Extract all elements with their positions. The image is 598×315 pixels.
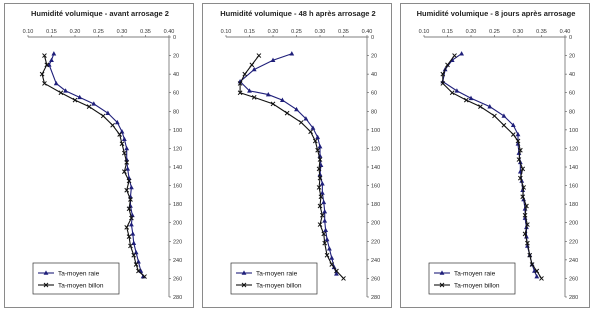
series-point-triangle — [318, 144, 323, 148]
y-tick-label: 0 — [173, 35, 177, 41]
y-tick-label: 80 — [173, 109, 180, 116]
chart-title: Humidité volumique - avant arrosage 2 — [31, 9, 169, 18]
x-tick-label: 0.20 — [465, 29, 477, 35]
y-tick-label: 240 — [569, 257, 579, 264]
series-point-triangle — [54, 81, 59, 85]
y-tick-label: 180 — [173, 202, 183, 209]
y-tick-label: 40 — [569, 72, 576, 79]
x-tick-label: 0.10 — [22, 29, 34, 35]
y-tick-label: 220 — [173, 239, 183, 246]
y-tick-label: 40 — [173, 72, 180, 79]
y-tick-label: 60 — [371, 90, 378, 97]
series-point-triangle — [322, 218, 327, 222]
x-tick-label: 0.10 — [418, 29, 430, 35]
series-point-triangle — [502, 113, 507, 117]
chart-svg-1 — [5, 4, 195, 309]
series-point-x — [309, 130, 313, 134]
series-point-triangle — [459, 51, 464, 55]
y-tick-label: 60 — [569, 90, 576, 97]
chart-title: Humidité volumique - 8 jours après arrosage — [416, 9, 576, 18]
x-tick-label: 0.35 — [338, 29, 349, 35]
y-tick-label: 200 — [569, 220, 579, 227]
y-tick-label: 40 — [371, 72, 378, 79]
x-tick-label: 0.25 — [489, 29, 500, 35]
series-point-x — [493, 114, 497, 118]
y-tick-label: 240 — [371, 257, 381, 264]
y-tick-label: 0 — [569, 35, 573, 41]
y-tick-label: 140 — [173, 165, 183, 171]
series-point-triangle — [49, 58, 54, 62]
legend-label: Ta-moyen billon — [58, 282, 104, 290]
series-point-x — [342, 276, 346, 280]
y-tick-label: 60 — [173, 90, 180, 97]
x-tick-label: 0.15 — [244, 29, 255, 35]
x-tick-label: 0.30 — [512, 29, 524, 35]
series-point-triangle — [294, 107, 299, 111]
series-point-triangle — [320, 181, 325, 185]
chart-svg-3 — [401, 4, 591, 309]
legend-label: Ta-moyen raie — [58, 270, 100, 278]
y-tick-label: 160 — [569, 183, 579, 190]
series-point-triangle — [323, 228, 328, 232]
x-tick-label: 0.40 — [559, 29, 571, 35]
y-tick-label: 200 — [371, 220, 381, 227]
series-line-2 — [42, 56, 144, 277]
series-point-x — [257, 54, 261, 58]
y-tick-label: 180 — [371, 202, 381, 209]
legend-label: Ta-moyen raie — [454, 270, 496, 278]
y-tick-label: 80 — [569, 109, 576, 116]
x-tick-label: 0.25 — [93, 29, 104, 35]
series-line-1 — [443, 54, 537, 277]
y-tick-label: 140 — [371, 165, 381, 171]
series-point-x — [250, 63, 254, 67]
y-tick-label: 260 — [173, 276, 183, 283]
legend-label: Ta-moyen raie — [256, 270, 298, 278]
x-tick-label: 0.20 — [267, 29, 279, 35]
series-point-x — [502, 123, 506, 127]
y-tick-label: 120 — [173, 146, 183, 153]
series-point-x — [478, 105, 482, 109]
x-tick-label: 0.15 — [46, 29, 57, 35]
series-point-x — [101, 114, 105, 118]
x-tick-label: 0.15 — [442, 29, 453, 35]
y-tick-label: 260 — [569, 276, 579, 283]
series-point-triangle — [122, 137, 127, 141]
x-tick-label: 0.40 — [163, 29, 175, 35]
series-point-x — [111, 123, 115, 127]
series-point-triangle — [289, 51, 294, 55]
series-point-x — [285, 111, 289, 115]
y-tick-label: 140 — [569, 165, 579, 171]
series-point-x — [511, 133, 515, 137]
y-tick-label: 20 — [569, 53, 576, 60]
y-tick-label: 180 — [569, 202, 579, 209]
x-tick-label: 0.35 — [140, 29, 151, 35]
series-point-triangle — [321, 200, 326, 204]
chart-svg-2 — [203, 4, 393, 309]
y-tick-label: 100 — [569, 127, 579, 134]
series-point-x — [59, 91, 63, 95]
chart-panel-1 — [4, 3, 194, 308]
y-tick-label: 120 — [371, 146, 381, 153]
series-point-triangle — [322, 209, 327, 213]
x-tick-label: 0.30 — [116, 29, 128, 35]
series-point-x — [243, 72, 247, 76]
x-tick-label: 0.40 — [361, 29, 373, 35]
y-tick-label: 80 — [371, 109, 378, 116]
series-point-triangle — [129, 222, 134, 226]
series-point-triangle — [129, 185, 134, 189]
chart-title: Humidité volumique - 48 h après arrosage 2 — [220, 9, 376, 18]
y-tick-label: 260 — [371, 276, 381, 283]
series-point-triangle — [315, 135, 320, 139]
x-tick-label: 0.35 — [536, 29, 547, 35]
series-point-x — [299, 120, 303, 124]
series-line-1 — [240, 54, 336, 274]
series-point-x — [464, 98, 468, 102]
series-point-x — [87, 105, 91, 109]
y-tick-label: 280 — [569, 295, 579, 301]
series-point-triangle — [124, 146, 129, 150]
y-tick-label: 280 — [173, 295, 183, 301]
chart-panel-3 — [400, 3, 590, 308]
y-tick-label: 20 — [173, 53, 180, 60]
y-tick-label: 160 — [173, 183, 183, 190]
y-tick-label: 200 — [173, 220, 183, 227]
series-point-triangle — [51, 51, 56, 55]
x-tick-label: 0.25 — [291, 29, 302, 35]
x-tick-label: 0.10 — [220, 29, 232, 35]
series-point-triangle — [106, 111, 111, 115]
y-tick-label: 100 — [173, 127, 183, 134]
y-tick-label: 100 — [371, 127, 381, 134]
y-tick-label: 220 — [569, 239, 579, 246]
series-point-x — [450, 91, 454, 95]
series-point-x — [73, 98, 77, 102]
x-tick-label: 0.30 — [314, 29, 326, 35]
y-tick-label: 0 — [371, 35, 375, 41]
y-tick-label: 160 — [371, 183, 381, 190]
series-point-triangle — [327, 246, 332, 250]
series-point-triangle — [329, 255, 334, 259]
series-point-triangle — [516, 132, 521, 136]
series-line-1 — [49, 54, 143, 277]
series-point-x — [453, 54, 457, 58]
y-tick-label: 240 — [173, 257, 183, 264]
y-tick-label: 120 — [569, 146, 579, 153]
legend-label: Ta-moyen billon — [256, 282, 302, 290]
y-tick-label: 220 — [371, 239, 381, 246]
series-point-triangle — [455, 88, 460, 92]
legend-label: Ta-moyen billon — [454, 282, 500, 290]
series-point-x — [540, 276, 544, 280]
y-tick-label: 280 — [371, 295, 381, 301]
x-tick-label: 0.20 — [69, 29, 81, 35]
chart-panel-2 — [202, 3, 392, 308]
y-tick-label: 20 — [371, 53, 378, 60]
series-point-triangle — [325, 237, 330, 241]
